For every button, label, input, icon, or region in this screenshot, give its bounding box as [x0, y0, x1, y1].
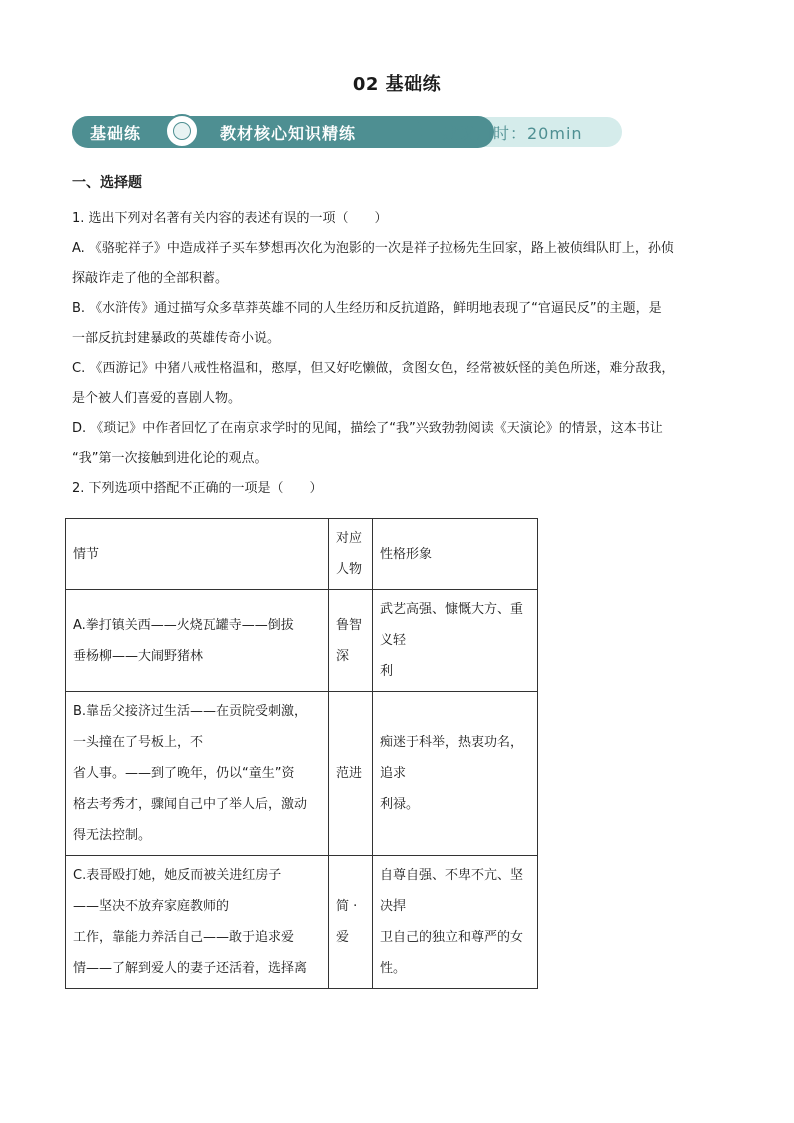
table-row [66, 856, 538, 989]
book-icon [165, 114, 199, 148]
question-2-stem: 2. 下列选项中搭配不正确的一项是（ ） [72, 481, 323, 496]
row-a-person: 鲁智 深 [329, 590, 373, 692]
section-banner [72, 116, 624, 148]
question-1 [72, 204, 722, 504]
page-title: 02 基础练 [352, 74, 442, 95]
question-1-stem: 1. 选出下列对名著有关内容的表述有误的一项（ ） [72, 211, 388, 226]
table-row [66, 692, 538, 856]
row-b-person: 范进 [329, 692, 373, 856]
banner-main-label: 教材核心知识精练 [220, 124, 357, 143]
section-title: 一、选择题 [72, 175, 142, 191]
question-1-option-c: C. 《西游记》中猪八戒性格温和，憨厚，但又好吃懒做，贪图女色，经常被妖怪的美色所迷，难分敌我， 是个被人们喜爱的喜剧人物。 [72, 361, 675, 406]
row-b-trait: 痴迷于科举，热衷功名， 追求 利禄。 [373, 692, 538, 856]
question-1-option-a: A. 《骆驼祥子》中造成祥子买车梦想再次化为泡影的一次是祥子拉杨先生回家，路上被侦缉队盯上，孙侦 探敲诈走了他的全部积蓄。 [72, 241, 674, 286]
question-2-table [65, 518, 538, 989]
header-trait: 性格形象 [373, 519, 538, 590]
table-header-row [66, 519, 538, 590]
table-row [66, 590, 538, 692]
row-a-plot: A.拳打镇关西——火烧瓦罐寺——倒拔 垂杨柳——大闹野猪林 [66, 590, 329, 692]
row-c-trait: 自尊自强、不卑不亢、坚 决捍 卫自己的独立和尊严的女 性。 [373, 856, 538, 989]
row-c-plot: C.表哥殴打她，她反而被关进红房子 ——坚决不放弃家庭教师的 工作，靠能力养活自己——敢于追求爱 情——了解到爱人的妻子还活着，选择离 [66, 856, 329, 989]
row-b-plot: B.靠岳父接济过生活——在贡院受刺激， 一头撞在了号板上，不 省人事。——到了晚年，仍以“童生”资 格去考秀才，骤闻自己中了举人后，激动 得无法控制。 [66, 692, 329, 856]
banner-left-label: 基础练 [90, 124, 142, 143]
question-1-option-d: D. 《琐记》中作者回忆了在南京求学时的见闻，描绘了“我”兴致勃勃阅读《天演论》的情景，这本书让 “我”第一次接触到进化论的观点。 [72, 421, 663, 466]
question-1-option-b: B. 《水浒传》通过描写众多草莽英雄不同的人生经历和反抗道路，鲜明地表现了“官逼民反”的主题，是 一部反抗封建暴政的英雄传奇小说。 [72, 301, 662, 346]
header-person: 对应 人物 [329, 519, 373, 590]
row-c-person: 简 · 爱 [329, 856, 373, 989]
row-a-trait: 武艺高强、慷慨大方、重 义轻 利 [373, 590, 538, 692]
header-plot: 情节 [66, 519, 329, 590]
banner-time-label: 建议用时：20min [442, 124, 583, 143]
